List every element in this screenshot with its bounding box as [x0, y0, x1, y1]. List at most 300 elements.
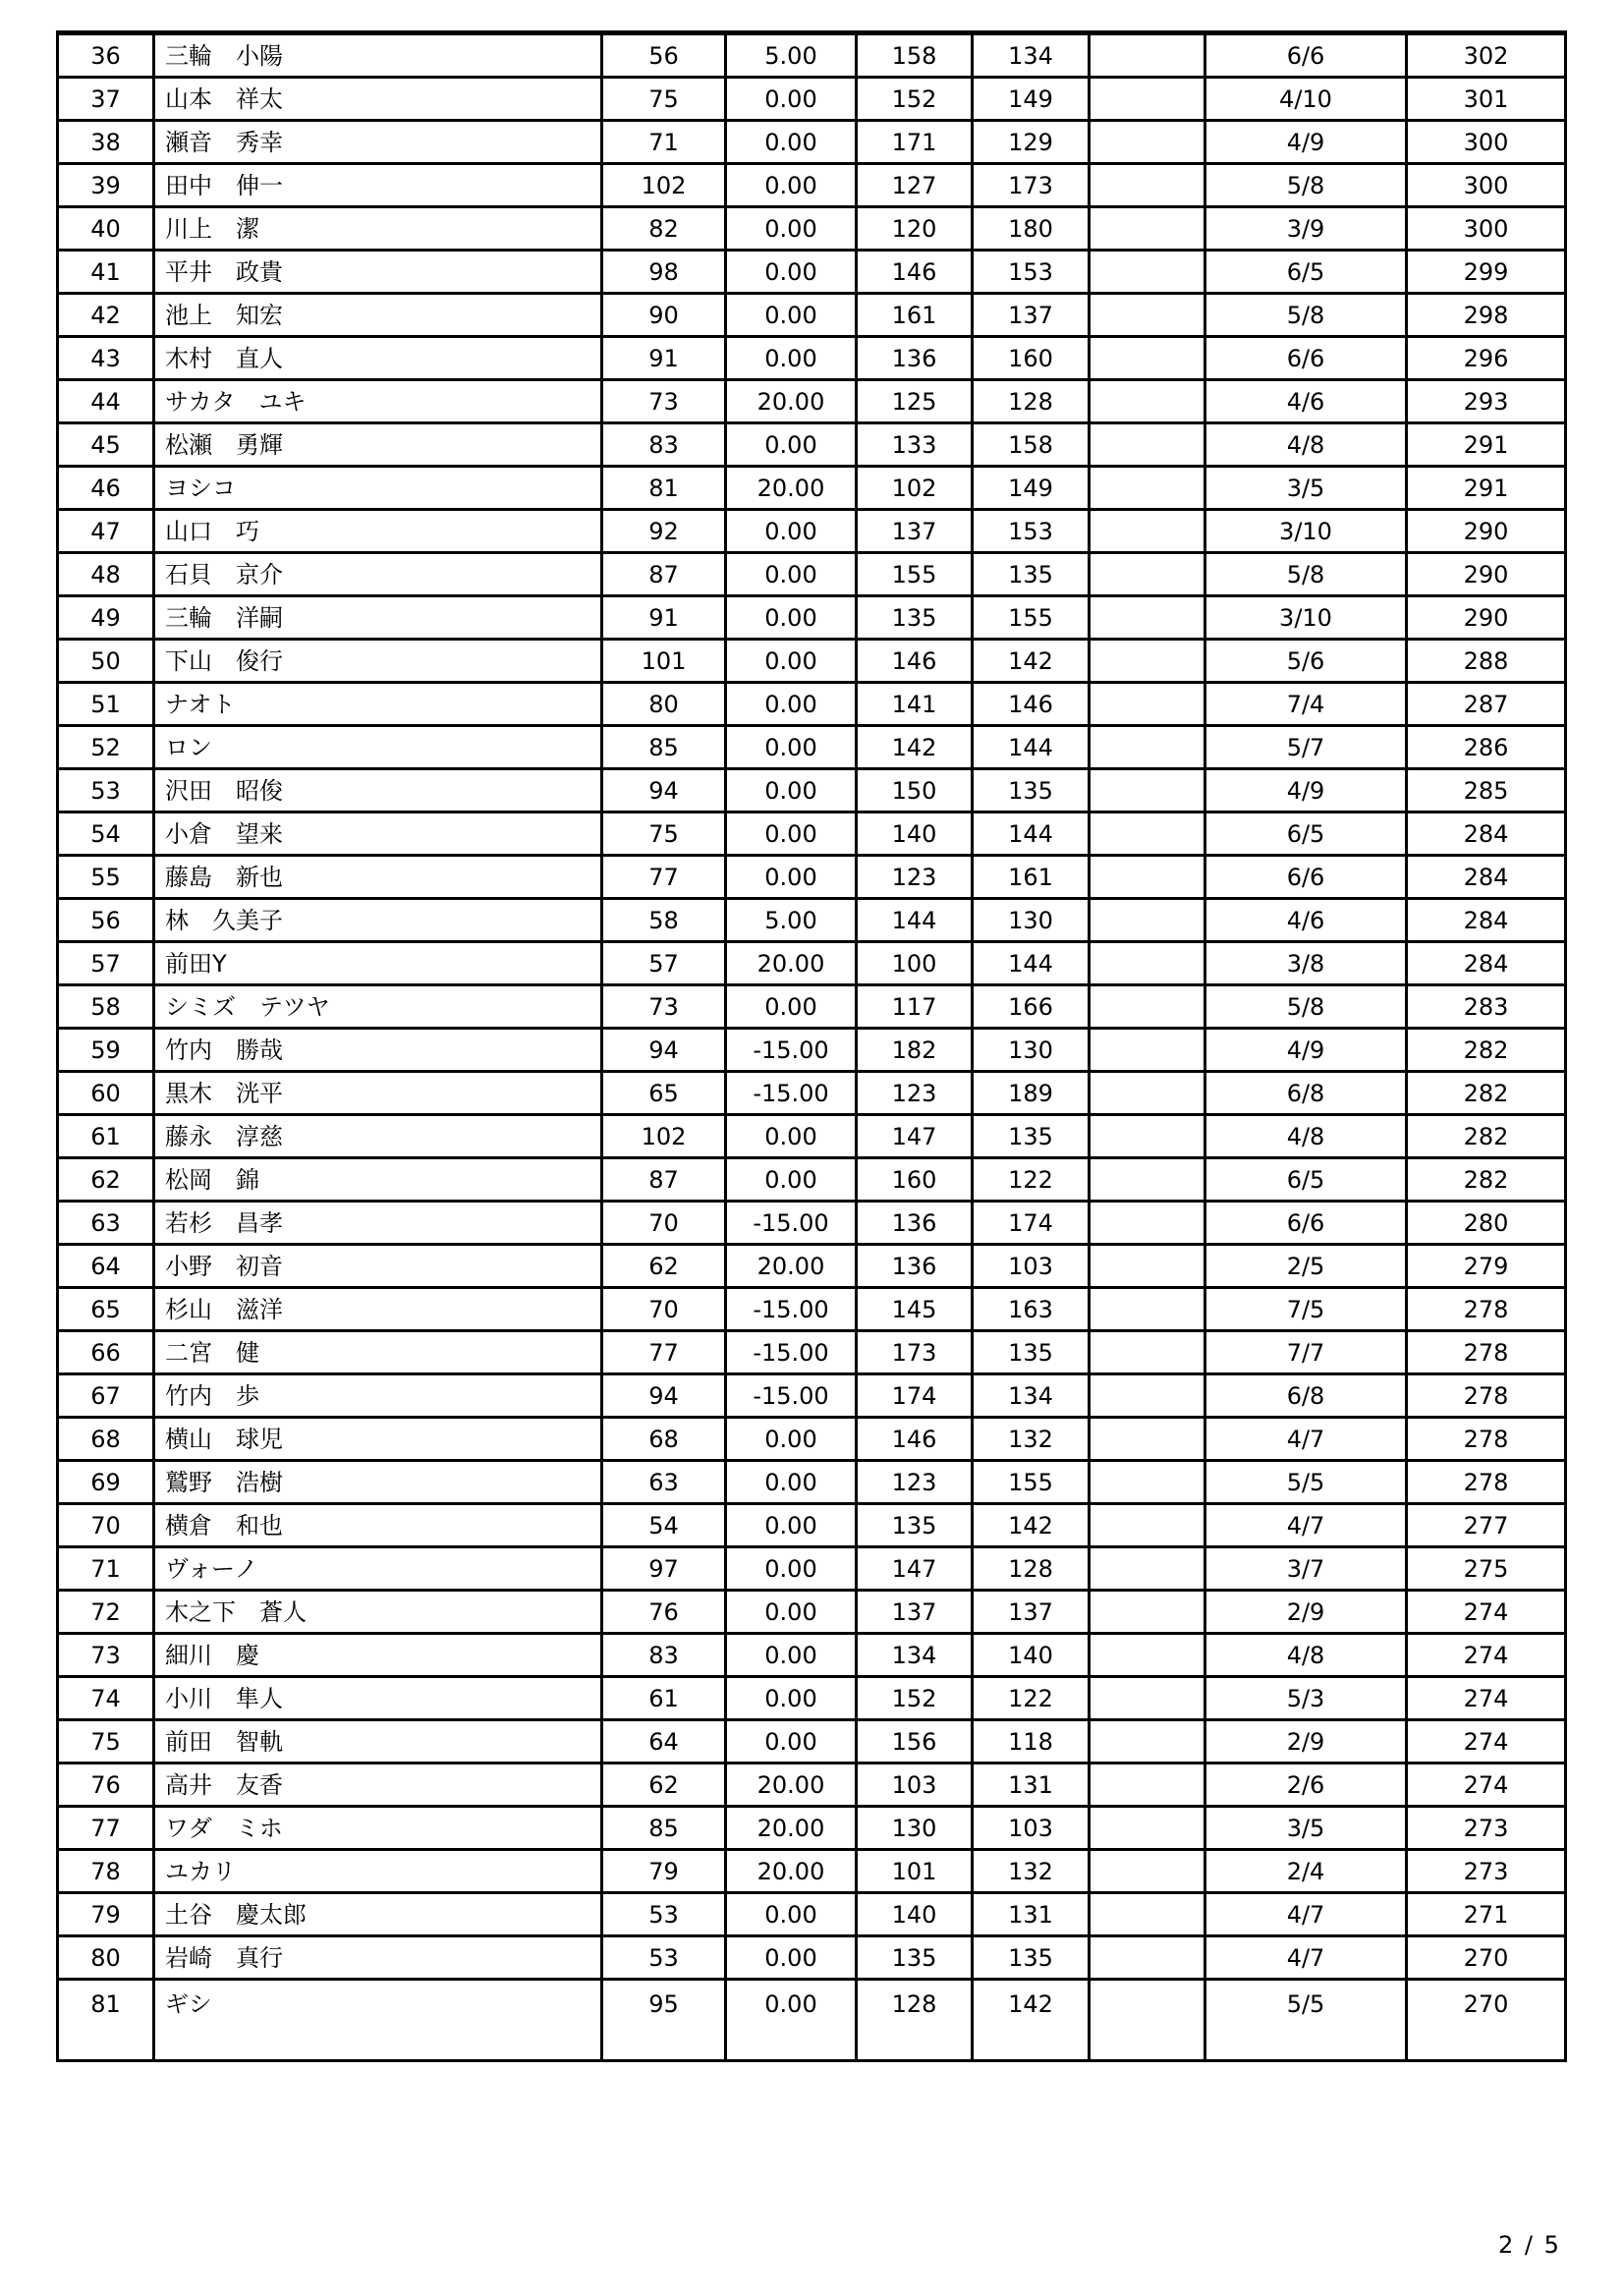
value-cell-2: 0.00 — [726, 251, 857, 294]
value-cell-4: 142 — [973, 1504, 1090, 1547]
rank-cell: 73 — [58, 1634, 154, 1677]
total-cell: 274 — [1407, 1591, 1566, 1634]
total-cell: 298 — [1407, 294, 1566, 337]
rank-cell: 67 — [58, 1374, 154, 1418]
value-cell-4: 146 — [973, 683, 1090, 726]
ratio-cell: 4/8 — [1205, 423, 1407, 467]
ratio-cell: 2/4 — [1205, 1850, 1407, 1893]
value-cell-1: 65 — [602, 1072, 726, 1115]
value-cell-3: 134 — [857, 1634, 973, 1677]
total-cell: 296 — [1407, 337, 1566, 380]
ratio-cell: 2/6 — [1205, 1764, 1407, 1807]
name-cell: ヨシコ — [154, 467, 602, 510]
value-cell-4: 135 — [973, 1115, 1090, 1158]
total-cell: 302 — [1407, 33, 1566, 78]
ratio-cell: 5/8 — [1205, 553, 1407, 596]
value-cell-3: 100 — [857, 942, 973, 985]
value-cell-2: 0.00 — [726, 769, 857, 812]
rank-cell: 44 — [58, 380, 154, 423]
value-cell-1: 58 — [602, 899, 726, 942]
value-cell-1: 91 — [602, 337, 726, 380]
name-cell: 山本 祥太 — [154, 78, 602, 121]
value-cell-4: 158 — [973, 423, 1090, 467]
value-cell-4: 142 — [973, 1980, 1090, 2061]
value-cell-3: 152 — [857, 1677, 973, 1720]
total-cell: 285 — [1407, 769, 1566, 812]
value-cell-2: 0.00 — [726, 726, 857, 769]
value-cell-4: 132 — [973, 1418, 1090, 1461]
value-cell-4: 103 — [973, 1245, 1090, 1288]
total-cell: 284 — [1407, 812, 1566, 856]
value-cell-1: 79 — [602, 1850, 726, 1893]
ratio-cell: 3/10 — [1205, 510, 1407, 553]
value-cell-5 — [1090, 1288, 1205, 1331]
value-cell-5 — [1090, 1677, 1205, 1720]
table-row — [58, 1720, 1566, 1764]
name-cell: ロン — [154, 726, 602, 769]
ratio-cell: 3/7 — [1205, 1547, 1407, 1591]
name-cell: 横倉 和也 — [154, 1504, 602, 1547]
ratio-cell: 3/5 — [1205, 1807, 1407, 1850]
total-cell: 290 — [1407, 553, 1566, 596]
rank-cell: 70 — [58, 1504, 154, 1547]
value-cell-5 — [1090, 207, 1205, 251]
total-cell: 274 — [1407, 1764, 1566, 1807]
value-cell-1: 56 — [602, 33, 726, 78]
rank-cell: 41 — [58, 251, 154, 294]
name-cell: 三輪 洋嗣 — [154, 596, 602, 640]
ratio-cell: 5/3 — [1205, 1677, 1407, 1720]
ratio-cell: 2/9 — [1205, 1591, 1407, 1634]
value-cell-1: 54 — [602, 1504, 726, 1547]
value-cell-2: 20.00 — [726, 1764, 857, 1807]
name-cell: 横山 球児 — [154, 1418, 602, 1461]
value-cell-2: -15.00 — [726, 1288, 857, 1331]
value-cell-1: 98 — [602, 251, 726, 294]
rank-cell: 76 — [58, 1764, 154, 1807]
value-cell-4: 137 — [973, 294, 1090, 337]
table-row — [58, 683, 1566, 726]
table-row — [58, 33, 1566, 78]
value-cell-3: 150 — [857, 769, 973, 812]
table-row — [58, 899, 1566, 942]
value-cell-2: -15.00 — [726, 1029, 857, 1072]
rank-cell: 81 — [58, 1980, 154, 2061]
table-row — [58, 423, 1566, 467]
table-row — [58, 1936, 1566, 1980]
rank-cell: 65 — [58, 1288, 154, 1331]
value-cell-3: 160 — [857, 1158, 973, 1202]
name-cell: 小野 初音 — [154, 1245, 602, 1288]
value-cell-5 — [1090, 769, 1205, 812]
value-cell-4: 144 — [973, 942, 1090, 985]
value-cell-1: 82 — [602, 207, 726, 251]
value-cell-5 — [1090, 1634, 1205, 1677]
total-cell: 299 — [1407, 251, 1566, 294]
value-cell-3: 123 — [857, 1072, 973, 1115]
value-cell-4: 118 — [973, 1720, 1090, 1764]
rank-cell: 77 — [58, 1807, 154, 1850]
value-cell-2: 0.00 — [726, 640, 857, 683]
name-cell: 松岡 錦 — [154, 1158, 602, 1202]
name-cell: ワダ ミホ — [154, 1807, 602, 1850]
total-cell: 275 — [1407, 1547, 1566, 1591]
value-cell-2: 20.00 — [726, 467, 857, 510]
value-cell-2: 0.00 — [726, 553, 857, 596]
value-cell-5 — [1090, 1807, 1205, 1850]
value-cell-1: 76 — [602, 1591, 726, 1634]
total-cell: 288 — [1407, 640, 1566, 683]
value-cell-2: 20.00 — [726, 1850, 857, 1893]
value-cell-3: 147 — [857, 1547, 973, 1591]
table-row — [58, 1893, 1566, 1936]
value-cell-1: 80 — [602, 683, 726, 726]
ratio-cell: 7/7 — [1205, 1331, 1407, 1374]
table-row — [58, 1634, 1566, 1677]
name-cell: 竹内 勝哉 — [154, 1029, 602, 1072]
value-cell-4: 137 — [973, 1591, 1090, 1634]
value-cell-3: 133 — [857, 423, 973, 467]
value-cell-5 — [1090, 1893, 1205, 1936]
name-cell: 若杉 昌孝 — [154, 1202, 602, 1245]
name-cell: 山口 巧 — [154, 510, 602, 553]
rank-cell: 71 — [58, 1547, 154, 1591]
value-cell-1: 97 — [602, 1547, 726, 1591]
total-cell: 277 — [1407, 1504, 1566, 1547]
table-body — [58, 33, 1566, 2061]
table-row — [58, 251, 1566, 294]
value-cell-5 — [1090, 553, 1205, 596]
value-cell-4: 142 — [973, 640, 1090, 683]
total-cell: 291 — [1407, 467, 1566, 510]
name-cell: 池上 知宏 — [154, 294, 602, 337]
total-cell: 301 — [1407, 78, 1566, 121]
value-cell-2: 0.00 — [726, 121, 857, 164]
ratio-cell: 5/8 — [1205, 164, 1407, 207]
total-cell: 273 — [1407, 1807, 1566, 1850]
rank-cell: 53 — [58, 769, 154, 812]
value-cell-1: 91 — [602, 596, 726, 640]
ratio-cell: 6/6 — [1205, 856, 1407, 899]
value-cell-2: 20.00 — [726, 380, 857, 423]
value-cell-5 — [1090, 251, 1205, 294]
name-cell: 平井 政貴 — [154, 251, 602, 294]
name-cell: 藤永 淳慈 — [154, 1115, 602, 1158]
name-cell: 岩崎 真行 — [154, 1936, 602, 1980]
value-cell-4: 103 — [973, 1807, 1090, 1850]
rank-cell: 72 — [58, 1591, 154, 1634]
value-cell-5 — [1090, 1029, 1205, 1072]
value-cell-2: 20.00 — [726, 942, 857, 985]
value-cell-2: 0.00 — [726, 423, 857, 467]
ratio-cell: 4/7 — [1205, 1893, 1407, 1936]
rank-cell: 54 — [58, 812, 154, 856]
value-cell-4: 166 — [973, 985, 1090, 1029]
name-cell: 二宮 健 — [154, 1331, 602, 1374]
value-cell-1: 77 — [602, 856, 726, 899]
rank-cell: 38 — [58, 121, 154, 164]
rank-cell: 40 — [58, 207, 154, 251]
table-row — [58, 1072, 1566, 1115]
ratio-cell: 4/9 — [1205, 1029, 1407, 1072]
value-cell-5 — [1090, 1461, 1205, 1504]
value-cell-5 — [1090, 423, 1205, 467]
rank-cell: 66 — [58, 1331, 154, 1374]
value-cell-1: 73 — [602, 380, 726, 423]
value-cell-3: 117 — [857, 985, 973, 1029]
total-cell: 287 — [1407, 683, 1566, 726]
name-cell: 林 久美子 — [154, 899, 602, 942]
ratio-cell: 6/8 — [1205, 1374, 1407, 1418]
value-cell-3: 135 — [857, 596, 973, 640]
total-cell: 278 — [1407, 1331, 1566, 1374]
value-cell-1: 53 — [602, 1893, 726, 1936]
value-cell-3: 136 — [857, 1202, 973, 1245]
value-cell-3: 140 — [857, 812, 973, 856]
value-cell-4: 160 — [973, 337, 1090, 380]
name-cell: 黒木 洸平 — [154, 1072, 602, 1115]
value-cell-3: 146 — [857, 251, 973, 294]
value-cell-1: 57 — [602, 942, 726, 985]
value-cell-2: 0.00 — [726, 1547, 857, 1591]
ratio-cell: 6/8 — [1205, 1072, 1407, 1115]
value-cell-2: 0.00 — [726, 510, 857, 553]
rank-cell: 46 — [58, 467, 154, 510]
ratio-cell: 6/6 — [1205, 33, 1407, 78]
value-cell-2: 0.00 — [726, 985, 857, 1029]
name-cell: 小川 隼人 — [154, 1677, 602, 1720]
value-cell-3: 156 — [857, 1720, 973, 1764]
name-cell: ユカリ — [154, 1850, 602, 1893]
total-cell: 278 — [1407, 1461, 1566, 1504]
ratio-cell: 4/8 — [1205, 1634, 1407, 1677]
rank-cell: 49 — [58, 596, 154, 640]
name-cell: 竹内 歩 — [154, 1374, 602, 1418]
rank-cell: 58 — [58, 985, 154, 1029]
value-cell-3: 140 — [857, 1893, 973, 1936]
table-row — [58, 985, 1566, 1029]
table-row — [58, 78, 1566, 121]
value-cell-4: 153 — [973, 251, 1090, 294]
value-cell-2: 0.00 — [726, 1634, 857, 1677]
value-cell-4: 180 — [973, 207, 1090, 251]
value-cell-3: 173 — [857, 1331, 973, 1374]
value-cell-4: 128 — [973, 1547, 1090, 1591]
value-cell-2: -15.00 — [726, 1374, 857, 1418]
value-cell-2: -15.00 — [726, 1202, 857, 1245]
value-cell-4: 130 — [973, 899, 1090, 942]
value-cell-3: 120 — [857, 207, 973, 251]
ratio-cell: 5/8 — [1205, 294, 1407, 337]
total-cell: 274 — [1407, 1634, 1566, 1677]
name-cell: 川上 潔 — [154, 207, 602, 251]
table-row — [58, 1158, 1566, 1202]
value-cell-5 — [1090, 1331, 1205, 1374]
value-cell-3: 135 — [857, 1936, 973, 1980]
value-cell-3: 123 — [857, 1461, 973, 1504]
total-cell: 293 — [1407, 380, 1566, 423]
value-cell-3: 103 — [857, 1764, 973, 1807]
table-row — [58, 640, 1566, 683]
value-cell-1: 85 — [602, 726, 726, 769]
value-cell-2: 0.00 — [726, 1591, 857, 1634]
value-cell-4: 134 — [973, 1374, 1090, 1418]
value-cell-3: 144 — [857, 899, 973, 942]
ratio-cell: 3/8 — [1205, 942, 1407, 985]
rank-cell: 42 — [58, 294, 154, 337]
value-cell-5 — [1090, 1764, 1205, 1807]
value-cell-3: 123 — [857, 856, 973, 899]
rank-cell: 57 — [58, 942, 154, 985]
value-cell-5 — [1090, 942, 1205, 985]
value-cell-2: -15.00 — [726, 1331, 857, 1374]
ratio-cell: 5/6 — [1205, 640, 1407, 683]
table-row — [58, 726, 1566, 769]
rank-cell: 50 — [58, 640, 154, 683]
name-cell: 三輪 小陽 — [154, 33, 602, 78]
name-cell: サカタ ユキ — [154, 380, 602, 423]
value-cell-4: 174 — [973, 1202, 1090, 1245]
table-row — [58, 1029, 1566, 1072]
value-cell-1: 94 — [602, 1374, 726, 1418]
value-cell-5 — [1090, 985, 1205, 1029]
total-cell: 286 — [1407, 726, 1566, 769]
total-cell: 291 — [1407, 423, 1566, 467]
value-cell-4: 122 — [973, 1158, 1090, 1202]
name-cell: 石貝 京介 — [154, 553, 602, 596]
rank-cell: 69 — [58, 1461, 154, 1504]
rank-cell: 78 — [58, 1850, 154, 1893]
table-row — [58, 380, 1566, 423]
value-cell-2: 0.00 — [726, 78, 857, 121]
value-cell-1: 83 — [602, 1634, 726, 1677]
total-cell: 278 — [1407, 1374, 1566, 1418]
ratio-cell: 4/7 — [1205, 1936, 1407, 1980]
value-cell-5 — [1090, 899, 1205, 942]
name-cell: 下山 俊行 — [154, 640, 602, 683]
name-cell: 杉山 滋洋 — [154, 1288, 602, 1331]
name-cell: 松瀬 勇輝 — [154, 423, 602, 467]
value-cell-2: 0.00 — [726, 1980, 857, 2061]
value-cell-1: 73 — [602, 985, 726, 1029]
table-row — [58, 1850, 1566, 1893]
name-cell: 瀬音 秀幸 — [154, 121, 602, 164]
name-cell: 木村 直人 — [154, 337, 602, 380]
ratio-cell: 4/9 — [1205, 121, 1407, 164]
table-row — [58, 942, 1566, 985]
total-cell: 282 — [1407, 1158, 1566, 1202]
ratio-cell: 4/9 — [1205, 769, 1407, 812]
value-cell-2: 0.00 — [726, 812, 857, 856]
value-cell-1: 70 — [602, 1202, 726, 1245]
value-cell-4: 149 — [973, 78, 1090, 121]
value-cell-3: 146 — [857, 1418, 973, 1461]
value-cell-1: 94 — [602, 1029, 726, 1072]
value-cell-2: 0.00 — [726, 1504, 857, 1547]
table-row — [58, 1331, 1566, 1374]
rank-cell: 52 — [58, 726, 154, 769]
table-row — [58, 812, 1566, 856]
table-row — [58, 1807, 1566, 1850]
table-row — [58, 1504, 1566, 1547]
value-cell-3: 127 — [857, 164, 973, 207]
ratio-cell: 2/9 — [1205, 1720, 1407, 1764]
name-cell: 藤島 新也 — [154, 856, 602, 899]
rank-cell: 39 — [58, 164, 154, 207]
value-cell-5 — [1090, 121, 1205, 164]
value-cell-2: 0.00 — [726, 1936, 857, 1980]
total-cell: 279 — [1407, 1245, 1566, 1288]
ratio-cell: 6/5 — [1205, 251, 1407, 294]
value-cell-3: 146 — [857, 640, 973, 683]
results-table — [56, 30, 1567, 2062]
ratio-cell: 3/5 — [1205, 467, 1407, 510]
value-cell-4: 122 — [973, 1677, 1090, 1720]
rank-cell: 47 — [58, 510, 154, 553]
value-cell-5 — [1090, 1504, 1205, 1547]
ratio-cell: 2/5 — [1205, 1245, 1407, 1288]
value-cell-5 — [1090, 380, 1205, 423]
value-cell-2: 0.00 — [726, 596, 857, 640]
table-row — [58, 1591, 1566, 1634]
value-cell-5 — [1090, 164, 1205, 207]
value-cell-5 — [1090, 1418, 1205, 1461]
value-cell-4: 129 — [973, 121, 1090, 164]
total-cell: 274 — [1407, 1720, 1566, 1764]
ratio-cell: 5/8 — [1205, 985, 1407, 1029]
table-row — [58, 1202, 1566, 1245]
value-cell-3: 161 — [857, 294, 973, 337]
table-row — [58, 596, 1566, 640]
value-cell-3: 130 — [857, 1807, 973, 1850]
value-cell-5 — [1090, 1980, 1205, 2061]
name-cell: ギシ — [154, 1980, 602, 2061]
rank-cell: 55 — [58, 856, 154, 899]
value-cell-1: 101 — [602, 640, 726, 683]
total-cell: 282 — [1407, 1029, 1566, 1072]
value-cell-2: 0.00 — [726, 856, 857, 899]
value-cell-1: 62 — [602, 1245, 726, 1288]
value-cell-4: 153 — [973, 510, 1090, 553]
value-cell-2: 0.00 — [726, 294, 857, 337]
value-cell-5 — [1090, 294, 1205, 337]
value-cell-3: 158 — [857, 33, 973, 78]
name-cell: 鷲野 浩樹 — [154, 1461, 602, 1504]
total-cell: 282 — [1407, 1072, 1566, 1115]
ratio-cell: 6/5 — [1205, 1158, 1407, 1202]
value-cell-3: 145 — [857, 1288, 973, 1331]
value-cell-5 — [1090, 1115, 1205, 1158]
ratio-cell: 6/6 — [1205, 337, 1407, 380]
table-row — [58, 1115, 1566, 1158]
value-cell-5 — [1090, 1072, 1205, 1115]
table-row — [58, 294, 1566, 337]
total-cell: 270 — [1407, 1980, 1566, 2061]
value-cell-5 — [1090, 33, 1205, 78]
value-cell-1: 63 — [602, 1461, 726, 1504]
value-cell-4: 131 — [973, 1893, 1090, 1936]
value-cell-5 — [1090, 78, 1205, 121]
value-cell-4: 140 — [973, 1634, 1090, 1677]
value-cell-3: 147 — [857, 1115, 973, 1158]
rank-cell: 59 — [58, 1029, 154, 1072]
value-cell-1: 102 — [602, 1115, 726, 1158]
ratio-cell: 4/10 — [1205, 78, 1407, 121]
rank-cell: 56 — [58, 899, 154, 942]
value-cell-1: 95 — [602, 1980, 726, 2061]
ratio-cell: 7/5 — [1205, 1288, 1407, 1331]
value-cell-1: 75 — [602, 78, 726, 121]
